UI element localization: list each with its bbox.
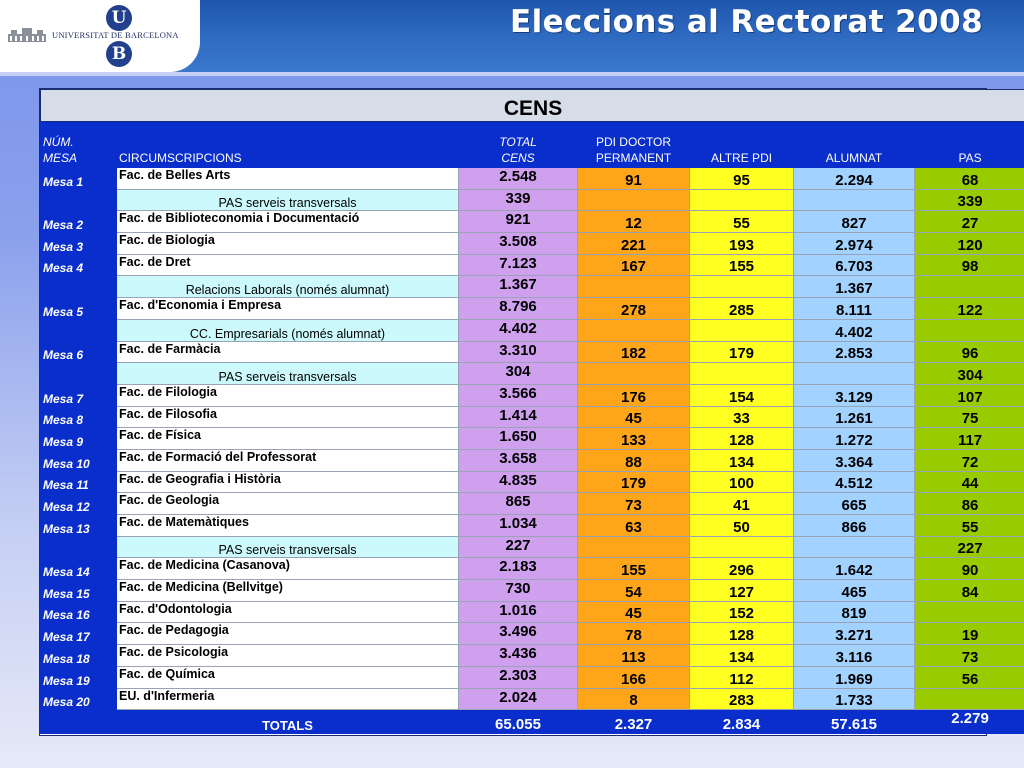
cell-pas: 55 bbox=[915, 515, 1024, 537]
totals-row bbox=[41, 710, 1024, 734]
cell-altre-pdi: 33 bbox=[690, 406, 794, 428]
table-row bbox=[41, 363, 1024, 385]
cell-altre-pdi: 128 bbox=[690, 623, 794, 645]
cell-mesa: Mesa 19 bbox=[41, 666, 117, 688]
cell-alumnat: 3.271 bbox=[794, 623, 915, 645]
cell-circumscripcio: Fac. de Formació del Professorat bbox=[117, 449, 459, 471]
page-title: Eleccions al Rectorat 2008 bbox=[510, 4, 984, 40]
cell-alumnat: 6.703 bbox=[794, 254, 915, 276]
cell-altre-pdi: 128 bbox=[690, 428, 794, 450]
cell-altre-pdi: 134 bbox=[690, 449, 794, 471]
cell-total-cens: 921 bbox=[459, 211, 578, 233]
cell-pas: 73 bbox=[915, 645, 1024, 667]
col-header-pas: PAS bbox=[915, 122, 1024, 168]
cell-pas bbox=[915, 319, 1024, 341]
cell-pdi-doctor: 45 bbox=[578, 406, 690, 428]
table-row bbox=[41, 558, 1024, 580]
cell-pas: 117 bbox=[915, 428, 1024, 450]
cell-circumscripcio: Fac. de Matemàtiques bbox=[117, 515, 459, 537]
cell-alumnat: 665 bbox=[794, 493, 915, 515]
cell-total-cens: 4.402 bbox=[459, 319, 578, 341]
cell-mesa: Mesa 20 bbox=[41, 688, 117, 710]
university-logo bbox=[0, 0, 200, 72]
col-header-total-cens: TOTAL CENS bbox=[459, 122, 578, 168]
logo-seal-u: U bbox=[106, 5, 132, 31]
totals-pas: 2.279 bbox=[915, 710, 1024, 734]
cell-pdi-doctor: 45 bbox=[578, 601, 690, 623]
table-row bbox=[41, 623, 1024, 645]
cell-mesa bbox=[41, 319, 117, 341]
cell-pas: 107 bbox=[915, 384, 1024, 406]
cell-mesa: Mesa 1 bbox=[41, 168, 117, 190]
cell-pas: 90 bbox=[915, 558, 1024, 580]
cell-circumscripcio: Fac. de Medicina (Casanova) bbox=[117, 558, 459, 580]
cell-pdi-doctor: 278 bbox=[578, 298, 690, 320]
cell-total-cens: 1.034 bbox=[459, 515, 578, 537]
cell-pdi-doctor bbox=[578, 276, 690, 298]
cell-alumnat: 1.642 bbox=[794, 558, 915, 580]
cell-alumnat: 2.974 bbox=[794, 233, 915, 255]
cell-circumscripcio: Fac. de Biologia bbox=[117, 233, 459, 255]
cell-alumnat bbox=[794, 189, 915, 211]
cell-alumnat: 1.261 bbox=[794, 406, 915, 428]
col-header-pdi-doctor: PDI DOCTOR PERMANENT bbox=[578, 122, 690, 168]
cell-total-cens: 2.024 bbox=[459, 688, 578, 710]
logo-seal-b: B bbox=[106, 41, 132, 67]
university-name: UNIVERSITAT DE BARCELONA bbox=[52, 30, 179, 40]
census-table bbox=[39, 88, 987, 736]
cell-altre-pdi: 283 bbox=[690, 688, 794, 710]
table-row bbox=[41, 233, 1024, 255]
cell-pdi-doctor: 166 bbox=[578, 666, 690, 688]
cell-total-cens: 3.566 bbox=[459, 384, 578, 406]
cell-pdi-doctor: 179 bbox=[578, 471, 690, 493]
cell-pdi-doctor bbox=[578, 536, 690, 558]
cell-circumscripcio: Fac. de Filosofia bbox=[117, 406, 459, 428]
cell-total-cens: 227 bbox=[459, 536, 578, 558]
cell-pas: 19 bbox=[915, 623, 1024, 645]
cell-mesa: Mesa 5 bbox=[41, 298, 117, 320]
cell-pas: 72 bbox=[915, 449, 1024, 471]
table-header-row bbox=[41, 122, 1024, 168]
cell-pas: 122 bbox=[915, 298, 1024, 320]
cell-alumnat: 819 bbox=[794, 601, 915, 623]
cell-total-cens: 3.496 bbox=[459, 623, 578, 645]
totals-label: TOTALS bbox=[117, 710, 459, 734]
cell-circumscripcio: EU. d'Infermeria bbox=[117, 688, 459, 710]
cell-mesa: Mesa 14 bbox=[41, 558, 117, 580]
cell-altre-pdi: 55 bbox=[690, 211, 794, 233]
cell-mesa: Mesa 8 bbox=[41, 406, 117, 428]
cell-alumnat: 1.969 bbox=[794, 666, 915, 688]
cell-pdi-doctor: 155 bbox=[578, 558, 690, 580]
cell-circumscripcio: Fac. de Geologia bbox=[117, 493, 459, 515]
cell-circumscripcio: Fac. de Farmàcia bbox=[117, 341, 459, 363]
cell-altre-pdi bbox=[690, 536, 794, 558]
cell-mesa: Mesa 13 bbox=[41, 515, 117, 537]
table-row bbox=[41, 189, 1024, 211]
table-row bbox=[41, 580, 1024, 602]
cell-altre-pdi: 50 bbox=[690, 515, 794, 537]
cell-pdi-doctor: 133 bbox=[578, 428, 690, 450]
cell-alumnat bbox=[794, 363, 915, 385]
cell-totals-empty bbox=[41, 710, 117, 734]
cell-alumnat: 8.111 bbox=[794, 298, 915, 320]
cell-mesa bbox=[41, 536, 117, 558]
table-row bbox=[41, 276, 1024, 298]
cell-pdi-doctor: 78 bbox=[578, 623, 690, 645]
cell-pas: 227 bbox=[915, 536, 1024, 558]
table-row bbox=[41, 493, 1024, 515]
cell-alumnat: 3.364 bbox=[794, 449, 915, 471]
cell-circumscripcio: Fac. de Biblioteconomia i Documentació bbox=[117, 211, 459, 233]
cell-pdi-doctor: 12 bbox=[578, 211, 690, 233]
cell-pas: 339 bbox=[915, 189, 1024, 211]
cell-mesa: Mesa 15 bbox=[41, 580, 117, 602]
cell-pdi-doctor bbox=[578, 363, 690, 385]
cell-pdi-doctor: 182 bbox=[578, 341, 690, 363]
cell-mesa: Mesa 6 bbox=[41, 341, 117, 363]
cell-circumscripcio: Fac. de Belles Arts bbox=[117, 168, 459, 190]
cell-total-cens: 2.183 bbox=[459, 558, 578, 580]
cell-pdi-doctor: 91 bbox=[578, 168, 690, 190]
cell-total-cens: 2.548 bbox=[459, 168, 578, 190]
cell-alumnat: 3.116 bbox=[794, 645, 915, 667]
table-caption: CENS bbox=[41, 90, 1024, 122]
cell-pas: 84 bbox=[915, 580, 1024, 602]
cell-altre-pdi: 193 bbox=[690, 233, 794, 255]
cell-pdi-doctor: 221 bbox=[578, 233, 690, 255]
building-icon bbox=[8, 28, 46, 42]
table-row bbox=[41, 298, 1024, 320]
cell-total-cens: 3.436 bbox=[459, 645, 578, 667]
cell-altre-pdi: 41 bbox=[690, 493, 794, 515]
table-row bbox=[41, 168, 1024, 190]
totals-total-cens: 65.055 bbox=[459, 710, 578, 734]
cell-mesa bbox=[41, 363, 117, 385]
table-row bbox=[41, 406, 1024, 428]
cell-altre-pdi: 134 bbox=[690, 645, 794, 667]
cell-alumnat: 465 bbox=[794, 580, 915, 602]
cell-circumscripcio: PAS serveis transversals bbox=[117, 536, 459, 558]
cell-mesa bbox=[41, 276, 117, 298]
cell-total-cens: 3.508 bbox=[459, 233, 578, 255]
table-row bbox=[41, 688, 1024, 710]
cell-total-cens: 730 bbox=[459, 580, 578, 602]
cell-pdi-doctor bbox=[578, 189, 690, 211]
header-divider bbox=[0, 72, 1024, 76]
cell-circumscripcio: Fac. de Dret bbox=[117, 254, 459, 276]
cell-total-cens: 2.303 bbox=[459, 666, 578, 688]
cell-pas: 304 bbox=[915, 363, 1024, 385]
cell-altre-pdi: 127 bbox=[690, 580, 794, 602]
cell-alumnat: 1.367 bbox=[794, 276, 915, 298]
cell-pas: 44 bbox=[915, 471, 1024, 493]
table-row bbox=[41, 601, 1024, 623]
col-header-mesa: NÚM. MESA bbox=[41, 122, 117, 168]
cell-circumscripcio: Fac. de Medicina (Bellvitge) bbox=[117, 580, 459, 602]
cell-mesa: Mesa 2 bbox=[41, 211, 117, 233]
cell-circumscripcio: Fac. de Química bbox=[117, 666, 459, 688]
cell-mesa: Mesa 7 bbox=[41, 384, 117, 406]
cell-mesa: Mesa 10 bbox=[41, 449, 117, 471]
cell-total-cens: 8.796 bbox=[459, 298, 578, 320]
cell-altre-pdi bbox=[690, 363, 794, 385]
cell-total-cens: 1.016 bbox=[459, 601, 578, 623]
table-row bbox=[41, 471, 1024, 493]
table-row bbox=[41, 645, 1024, 667]
cell-total-cens: 4.835 bbox=[459, 471, 578, 493]
cell-altre-pdi: 285 bbox=[690, 298, 794, 320]
cell-circumscripcio: Fac. de Pedagogia bbox=[117, 623, 459, 645]
cell-mesa: Mesa 9 bbox=[41, 428, 117, 450]
cell-mesa: Mesa 3 bbox=[41, 233, 117, 255]
cell-pas: 120 bbox=[915, 233, 1024, 255]
cell-pas bbox=[915, 688, 1024, 710]
cell-alumnat bbox=[794, 536, 915, 558]
cell-total-cens: 7.123 bbox=[459, 254, 578, 276]
cell-altre-pdi: 179 bbox=[690, 341, 794, 363]
cell-altre-pdi bbox=[690, 276, 794, 298]
cell-total-cens: 1.414 bbox=[459, 406, 578, 428]
cell-altre-pdi: 112 bbox=[690, 666, 794, 688]
cell-altre-pdi: 100 bbox=[690, 471, 794, 493]
table-row bbox=[41, 515, 1024, 537]
cell-circumscripcio: Fac. de Geografia i Història bbox=[117, 471, 459, 493]
cell-pas bbox=[915, 276, 1024, 298]
table-row bbox=[41, 341, 1024, 363]
cell-circumscripcio: Fac. de Psicologia bbox=[117, 645, 459, 667]
cell-alumnat: 827 bbox=[794, 211, 915, 233]
cell-altre-pdi bbox=[690, 319, 794, 341]
cell-alumnat: 1.272 bbox=[794, 428, 915, 450]
cell-total-cens: 339 bbox=[459, 189, 578, 211]
table-row bbox=[41, 211, 1024, 233]
cell-pas: 86 bbox=[915, 493, 1024, 515]
cell-altre-pdi: 296 bbox=[690, 558, 794, 580]
cell-circumscripcio: Fac. d'Odontologia bbox=[117, 601, 459, 623]
cell-pas: 98 bbox=[915, 254, 1024, 276]
cell-total-cens: 3.310 bbox=[459, 341, 578, 363]
table-row bbox=[41, 428, 1024, 450]
table-row bbox=[41, 319, 1024, 341]
cell-total-cens: 3.658 bbox=[459, 449, 578, 471]
cell-circumscripcio: Relacions Laborals (només alumnat) bbox=[117, 276, 459, 298]
cell-pdi-doctor: 113 bbox=[578, 645, 690, 667]
cell-mesa: Mesa 11 bbox=[41, 471, 117, 493]
cell-circumscripcio: PAS serveis transversals bbox=[117, 363, 459, 385]
cell-altre-pdi: 155 bbox=[690, 254, 794, 276]
cell-alumnat: 4.402 bbox=[794, 319, 915, 341]
cell-total-cens: 304 bbox=[459, 363, 578, 385]
cell-altre-pdi: 152 bbox=[690, 601, 794, 623]
cell-pas: 96 bbox=[915, 341, 1024, 363]
cell-total-cens: 865 bbox=[459, 493, 578, 515]
cell-pdi-doctor: 167 bbox=[578, 254, 690, 276]
cell-pas: 75 bbox=[915, 406, 1024, 428]
cell-altre-pdi: 154 bbox=[690, 384, 794, 406]
cell-alumnat: 4.512 bbox=[794, 471, 915, 493]
cell-total-cens: 1.367 bbox=[459, 276, 578, 298]
cell-total-cens: 1.650 bbox=[459, 428, 578, 450]
cell-altre-pdi: 95 bbox=[690, 168, 794, 190]
cell-pas: 68 bbox=[915, 168, 1024, 190]
cell-pas: 27 bbox=[915, 211, 1024, 233]
cell-pdi-doctor: 176 bbox=[578, 384, 690, 406]
cell-circumscripcio: Fac. de Filologia bbox=[117, 384, 459, 406]
cell-mesa: Mesa 18 bbox=[41, 645, 117, 667]
table-row bbox=[41, 449, 1024, 471]
totals-alumnat: 57.615 bbox=[794, 710, 915, 734]
table-row bbox=[41, 666, 1024, 688]
table-row bbox=[41, 384, 1024, 406]
cell-circumscripcio: CC. Empresarials (només alumnat) bbox=[117, 319, 459, 341]
col-header-circumscripcions: CIRCUMSCRIPCIONS bbox=[117, 122, 459, 168]
cell-alumnat: 3.129 bbox=[794, 384, 915, 406]
cell-alumnat: 2.853 bbox=[794, 341, 915, 363]
cell-pas bbox=[915, 601, 1024, 623]
totals-pdi-doctor: 2.327 bbox=[578, 710, 690, 734]
cell-pdi-doctor: 73 bbox=[578, 493, 690, 515]
col-header-altre-pdi: ALTRE PDI bbox=[690, 122, 794, 168]
cell-circumscripcio: Fac. de Física bbox=[117, 428, 459, 450]
totals-altre-pdi: 2.834 bbox=[690, 710, 794, 734]
cell-pdi-doctor: 8 bbox=[578, 688, 690, 710]
cell-pdi-doctor: 63 bbox=[578, 515, 690, 537]
table-row bbox=[41, 254, 1024, 276]
cell-pdi-doctor bbox=[578, 319, 690, 341]
cell-mesa bbox=[41, 189, 117, 211]
col-header-alumnat: ALUMNAT bbox=[794, 122, 915, 168]
cell-alumnat: 1.733 bbox=[794, 688, 915, 710]
cell-mesa: Mesa 17 bbox=[41, 623, 117, 645]
cell-pdi-doctor: 54 bbox=[578, 580, 690, 602]
cell-mesa: Mesa 4 bbox=[41, 254, 117, 276]
cell-circumscripcio: Fac. d'Economia i Empresa bbox=[117, 298, 459, 320]
cell-pas: 56 bbox=[915, 666, 1024, 688]
cell-mesa: Mesa 12 bbox=[41, 493, 117, 515]
cell-altre-pdi bbox=[690, 189, 794, 211]
table-row bbox=[41, 536, 1024, 558]
cell-alumnat: 2.294 bbox=[794, 168, 915, 190]
cell-pdi-doctor: 88 bbox=[578, 449, 690, 471]
cell-circumscripcio: PAS serveis transversals bbox=[117, 189, 459, 211]
cell-mesa: Mesa 16 bbox=[41, 601, 117, 623]
cell-alumnat: 866 bbox=[794, 515, 915, 537]
